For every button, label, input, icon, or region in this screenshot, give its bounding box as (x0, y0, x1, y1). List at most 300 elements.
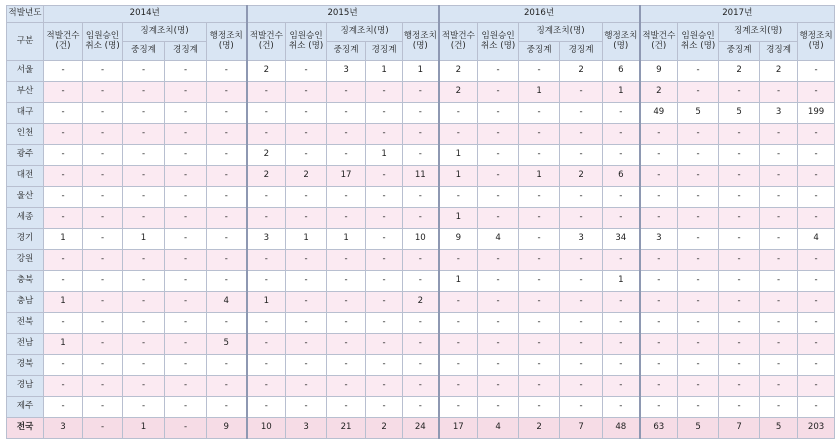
cell-cases: 3 (247, 229, 286, 250)
cell-heavy: 1 (519, 82, 560, 103)
cell-light: 1 (366, 61, 403, 82)
region-label: 전국 (7, 418, 44, 439)
cell-revoke: - (83, 229, 123, 250)
cell-revoke: - (678, 208, 719, 229)
cell-admin: - (798, 334, 835, 355)
table-row (7, 103, 835, 124)
cell-heavy: - (327, 250, 366, 271)
cell-admin: 199 (798, 103, 835, 124)
cell-revoke: 5 (678, 418, 719, 439)
cell-heavy: 17 (327, 166, 366, 187)
cell-cases: - (44, 355, 83, 376)
cell-light: - (560, 208, 603, 229)
cell-admin: - (798, 397, 835, 418)
cell-admin: - (603, 355, 640, 376)
cell-cases: - (439, 355, 478, 376)
cell-revoke: - (478, 397, 519, 418)
cell-admin: 203 (798, 418, 835, 439)
cell-admin: - (207, 103, 247, 124)
cell-admin: - (798, 145, 835, 166)
cell-light: - (366, 250, 403, 271)
cell-cases: - (247, 208, 286, 229)
cell-admin: - (403, 145, 439, 166)
cell-revoke: - (83, 124, 123, 145)
cell-revoke: - (286, 313, 327, 334)
cell-revoke: - (286, 145, 327, 166)
cell-cases: - (439, 103, 478, 124)
cell-light: - (165, 334, 207, 355)
cell-light: - (760, 397, 798, 418)
cell-admin: - (403, 313, 439, 334)
cell-light: - (165, 103, 207, 124)
cell-admin: 4 (207, 292, 247, 313)
cell-admin: - (798, 271, 835, 292)
cell-admin: - (207, 376, 247, 397)
corner-year-label: 적발년도 (7, 6, 44, 23)
region-label: 경북 (7, 355, 44, 376)
cell-heavy: - (327, 355, 366, 376)
cell-cases: - (44, 166, 83, 187)
cell-light: - (560, 334, 603, 355)
cell-revoke: - (83, 292, 123, 313)
cell-revoke: 5 (678, 103, 719, 124)
header-revoke: 임원승인 취소 (명) (678, 23, 719, 61)
cell-admin: - (207, 355, 247, 376)
cell-heavy: - (519, 187, 560, 208)
cell-light: 2 (560, 166, 603, 187)
cell-admin: - (798, 208, 835, 229)
cell-light: - (560, 250, 603, 271)
cell-heavy: - (123, 208, 165, 229)
table-row (7, 292, 835, 313)
header-light: 경징계 (760, 42, 798, 61)
cell-light: - (560, 292, 603, 313)
corner-region-label: 구분 (7, 23, 44, 61)
cell-revoke: - (83, 271, 123, 292)
cell-light: - (165, 61, 207, 82)
cell-heavy: - (719, 229, 760, 250)
cell-cases: - (44, 250, 83, 271)
cell-revoke: - (478, 187, 519, 208)
cell-light: - (760, 166, 798, 187)
cell-cases: - (439, 187, 478, 208)
cell-revoke: - (286, 376, 327, 397)
cell-light: - (760, 292, 798, 313)
table-row (7, 313, 835, 334)
cell-revoke: - (83, 313, 123, 334)
cell-admin: 6 (603, 166, 640, 187)
cell-light: - (560, 124, 603, 145)
cell-cases: - (44, 124, 83, 145)
cell-cases: - (640, 292, 678, 313)
cell-heavy: - (519, 145, 560, 166)
cell-heavy: - (327, 124, 366, 145)
cell-light: - (760, 376, 798, 397)
cell-heavy: - (123, 313, 165, 334)
cell-heavy: 2 (519, 418, 560, 439)
table-row (7, 145, 835, 166)
cell-heavy: - (719, 355, 760, 376)
cell-cases: 1 (439, 166, 478, 187)
cell-revoke: - (678, 229, 719, 250)
header-admin: 행정조치 (명) (207, 23, 247, 61)
cell-heavy: - (719, 292, 760, 313)
header-cases: 적발건수 (건) (44, 23, 83, 61)
cell-admin: - (207, 124, 247, 145)
cell-admin: - (798, 61, 835, 82)
region-label: 부산 (7, 82, 44, 103)
cell-admin: - (207, 250, 247, 271)
cell-cases: 3 (640, 229, 678, 250)
cell-light: - (165, 145, 207, 166)
cell-revoke: - (478, 292, 519, 313)
cell-revoke: - (678, 355, 719, 376)
cell-cases: 2 (640, 82, 678, 103)
cell-admin: - (403, 376, 439, 397)
cell-light: - (366, 187, 403, 208)
cell-heavy: - (327, 376, 366, 397)
cell-heavy: - (327, 313, 366, 334)
header-cases: 적발건수 (건) (439, 23, 478, 61)
cell-cases: 1 (439, 145, 478, 166)
cell-cases: 3 (44, 418, 83, 439)
table-row (7, 376, 835, 397)
cell-revoke: - (83, 397, 123, 418)
cell-cases: - (640, 397, 678, 418)
cell-admin: - (403, 250, 439, 271)
cell-revoke: - (83, 61, 123, 82)
cell-revoke: 3 (286, 418, 327, 439)
year-header-2017: 2017년 (640, 6, 835, 23)
header-light: 경징계 (165, 42, 207, 61)
table-row (7, 61, 835, 82)
cell-cases: - (247, 397, 286, 418)
cell-admin: - (603, 145, 640, 166)
header-heavy: 중징계 (719, 42, 760, 61)
cell-admin: - (798, 376, 835, 397)
header-admin: 행정조치 (명) (403, 23, 439, 61)
cell-heavy: - (123, 271, 165, 292)
cell-heavy: - (123, 82, 165, 103)
cell-revoke: - (83, 166, 123, 187)
cell-light: - (165, 355, 207, 376)
region-label: 전남 (7, 334, 44, 355)
cell-light: - (366, 334, 403, 355)
cell-heavy: - (327, 397, 366, 418)
cell-cases: - (247, 82, 286, 103)
cell-admin: 34 (603, 229, 640, 250)
cell-cases: - (640, 250, 678, 271)
cell-light: - (366, 229, 403, 250)
cell-cases: - (640, 208, 678, 229)
cell-cases: - (439, 313, 478, 334)
cell-admin: - (207, 82, 247, 103)
cell-heavy: - (519, 313, 560, 334)
cell-cases: - (44, 208, 83, 229)
cell-heavy: - (327, 334, 366, 355)
cell-light: - (760, 187, 798, 208)
cell-admin: 1 (603, 271, 640, 292)
cell-heavy: 5 (719, 103, 760, 124)
cell-admin: - (603, 103, 640, 124)
cell-cases: - (439, 376, 478, 397)
cell-light: - (560, 355, 603, 376)
cell-admin: - (798, 250, 835, 271)
region-label: 대구 (7, 103, 44, 124)
header-row-years (7, 6, 835, 23)
table-row (7, 397, 835, 418)
total-row (7, 418, 835, 439)
cell-heavy: - (519, 292, 560, 313)
cell-light: - (165, 397, 207, 418)
header-light: 경징계 (560, 42, 603, 61)
cell-admin: 5 (207, 334, 247, 355)
cell-heavy: - (519, 61, 560, 82)
cell-heavy: - (719, 334, 760, 355)
cell-admin: 2 (403, 292, 439, 313)
cell-heavy: - (519, 124, 560, 145)
cell-cases: - (44, 82, 83, 103)
cell-light: - (760, 250, 798, 271)
cell-light: - (165, 292, 207, 313)
cell-light: - (366, 208, 403, 229)
cell-heavy: 1 (327, 229, 366, 250)
cell-cases: 1 (44, 229, 83, 250)
cell-admin: 48 (603, 418, 640, 439)
cell-light: - (366, 292, 403, 313)
cell-cases: - (247, 376, 286, 397)
cell-cases: 1 (439, 271, 478, 292)
cell-light: - (366, 355, 403, 376)
cell-admin: - (603, 397, 640, 418)
header-discipline: 징계조치(명) (519, 23, 603, 42)
cell-admin: - (798, 292, 835, 313)
cell-light: 3 (760, 103, 798, 124)
cell-heavy: - (519, 229, 560, 250)
cell-cases: - (247, 187, 286, 208)
cell-heavy: - (123, 166, 165, 187)
cell-admin: - (207, 313, 247, 334)
cell-revoke: - (478, 250, 519, 271)
cell-heavy: 2 (719, 61, 760, 82)
cell-admin: 6 (603, 61, 640, 82)
cell-light: - (560, 103, 603, 124)
cell-cases: 1 (44, 292, 83, 313)
cell-revoke: - (83, 145, 123, 166)
cell-admin: - (403, 334, 439, 355)
cell-heavy: - (123, 250, 165, 271)
cell-revoke: - (678, 271, 719, 292)
cell-admin: - (603, 124, 640, 145)
cell-cases: - (247, 271, 286, 292)
cell-light: - (165, 250, 207, 271)
cell-heavy: 21 (327, 418, 366, 439)
region-label: 세종 (7, 208, 44, 229)
cell-admin: - (207, 187, 247, 208)
cell-light: - (165, 82, 207, 103)
cell-admin: 4 (798, 229, 835, 250)
header-row-measures (7, 23, 835, 42)
cell-admin: - (403, 271, 439, 292)
cell-admin: - (207, 229, 247, 250)
cell-revoke: - (286, 82, 327, 103)
cell-revoke: - (286, 103, 327, 124)
table-row (7, 334, 835, 355)
cell-light: - (366, 166, 403, 187)
cell-light: 7 (560, 418, 603, 439)
cell-light: - (560, 271, 603, 292)
cell-cases: 1 (439, 208, 478, 229)
cell-heavy: - (327, 271, 366, 292)
table-row (7, 208, 835, 229)
cell-admin: 10 (403, 229, 439, 250)
cell-heavy: - (123, 355, 165, 376)
cell-admin: 1 (603, 82, 640, 103)
header-heavy: 중징계 (519, 42, 560, 61)
cell-heavy: - (719, 124, 760, 145)
cell-heavy: - (327, 208, 366, 229)
header-admin: 행정조치 (명) (798, 23, 835, 61)
cell-heavy: - (327, 103, 366, 124)
enforcement-table (6, 5, 835, 439)
cell-cases: - (247, 334, 286, 355)
cell-admin: - (603, 313, 640, 334)
cell-revoke: - (478, 376, 519, 397)
cell-cases: - (247, 313, 286, 334)
cell-cases: - (44, 145, 83, 166)
header-discipline: 징계조치(명) (719, 23, 798, 42)
cell-light: - (760, 355, 798, 376)
region-label: 인천 (7, 124, 44, 145)
cell-revoke: - (478, 145, 519, 166)
cell-admin: - (207, 61, 247, 82)
cell-revoke: 4 (478, 418, 519, 439)
cell-admin: - (207, 397, 247, 418)
cell-light: - (560, 313, 603, 334)
cell-heavy: - (719, 397, 760, 418)
cell-light: - (165, 187, 207, 208)
cell-light: - (760, 124, 798, 145)
cell-revoke: - (286, 187, 327, 208)
cell-light: - (165, 208, 207, 229)
region-label: 울산 (7, 187, 44, 208)
cell-cases: - (247, 250, 286, 271)
cell-revoke: - (83, 208, 123, 229)
cell-light: - (165, 313, 207, 334)
cell-admin: 9 (207, 418, 247, 439)
cell-admin: - (403, 124, 439, 145)
cell-cases: 2 (247, 166, 286, 187)
cell-light: - (760, 145, 798, 166)
cell-cases: 63 (640, 418, 678, 439)
cell-cases: - (640, 334, 678, 355)
cell-revoke: - (478, 355, 519, 376)
cell-revoke: - (678, 187, 719, 208)
cell-revoke: - (678, 376, 719, 397)
cell-revoke: - (678, 250, 719, 271)
cell-admin: - (403, 82, 439, 103)
cell-admin: - (603, 292, 640, 313)
cell-heavy: - (327, 145, 366, 166)
cell-admin: 1 (403, 61, 439, 82)
cell-revoke: - (286, 355, 327, 376)
cell-cases: - (44, 397, 83, 418)
cell-revoke: - (678, 124, 719, 145)
cell-revoke: - (478, 208, 519, 229)
cell-light: - (760, 82, 798, 103)
cell-cases: - (640, 166, 678, 187)
region-label: 충북 (7, 271, 44, 292)
table-row (7, 187, 835, 208)
region-label: 충남 (7, 292, 44, 313)
cell-light: 1 (366, 145, 403, 166)
header-discipline: 징계조치(명) (327, 23, 403, 42)
cell-cases: - (247, 124, 286, 145)
cell-light: - (366, 82, 403, 103)
cell-cases: - (640, 145, 678, 166)
cell-heavy: - (719, 313, 760, 334)
cell-heavy: - (327, 187, 366, 208)
cell-revoke: - (286, 61, 327, 82)
cell-light: - (760, 313, 798, 334)
cell-cases: - (640, 271, 678, 292)
cell-light: 2 (366, 418, 403, 439)
cell-revoke: - (478, 271, 519, 292)
cell-admin: - (603, 334, 640, 355)
cell-cases: - (439, 334, 478, 355)
cell-revoke: - (286, 271, 327, 292)
cell-revoke: - (286, 292, 327, 313)
cell-cases: - (439, 124, 478, 145)
table-row (7, 271, 835, 292)
cell-revoke: - (478, 313, 519, 334)
cell-cases: 2 (247, 145, 286, 166)
cell-heavy: - (519, 355, 560, 376)
cell-admin: - (603, 187, 640, 208)
cell-heavy: - (519, 208, 560, 229)
cell-admin: - (403, 187, 439, 208)
cell-revoke: - (286, 397, 327, 418)
cell-revoke: - (83, 82, 123, 103)
cell-light: - (165, 418, 207, 439)
header-revoke: 임원승인 취소 (명) (83, 23, 123, 61)
cell-cases: - (44, 376, 83, 397)
cell-heavy: - (123, 187, 165, 208)
cell-cases: - (640, 355, 678, 376)
cell-admin: - (603, 250, 640, 271)
cell-admin: - (403, 397, 439, 418)
header-discipline: 징계조치(명) (123, 23, 207, 42)
cell-revoke: - (478, 61, 519, 82)
cell-cases: - (439, 397, 478, 418)
cell-cases: - (640, 376, 678, 397)
cell-light: - (560, 397, 603, 418)
cell-heavy: - (519, 397, 560, 418)
cell-admin: - (798, 82, 835, 103)
cell-revoke: - (286, 124, 327, 145)
cell-revoke: - (83, 250, 123, 271)
cell-cases: 17 (439, 418, 478, 439)
region-label: 강원 (7, 250, 44, 271)
table-row (7, 355, 835, 376)
region-label: 제주 (7, 397, 44, 418)
cell-cases: 9 (640, 61, 678, 82)
cell-cases: - (247, 103, 286, 124)
header-cases: 적발건수 (건) (247, 23, 286, 61)
cell-light: - (366, 376, 403, 397)
cell-admin: 24 (403, 418, 439, 439)
cell-revoke: - (478, 334, 519, 355)
